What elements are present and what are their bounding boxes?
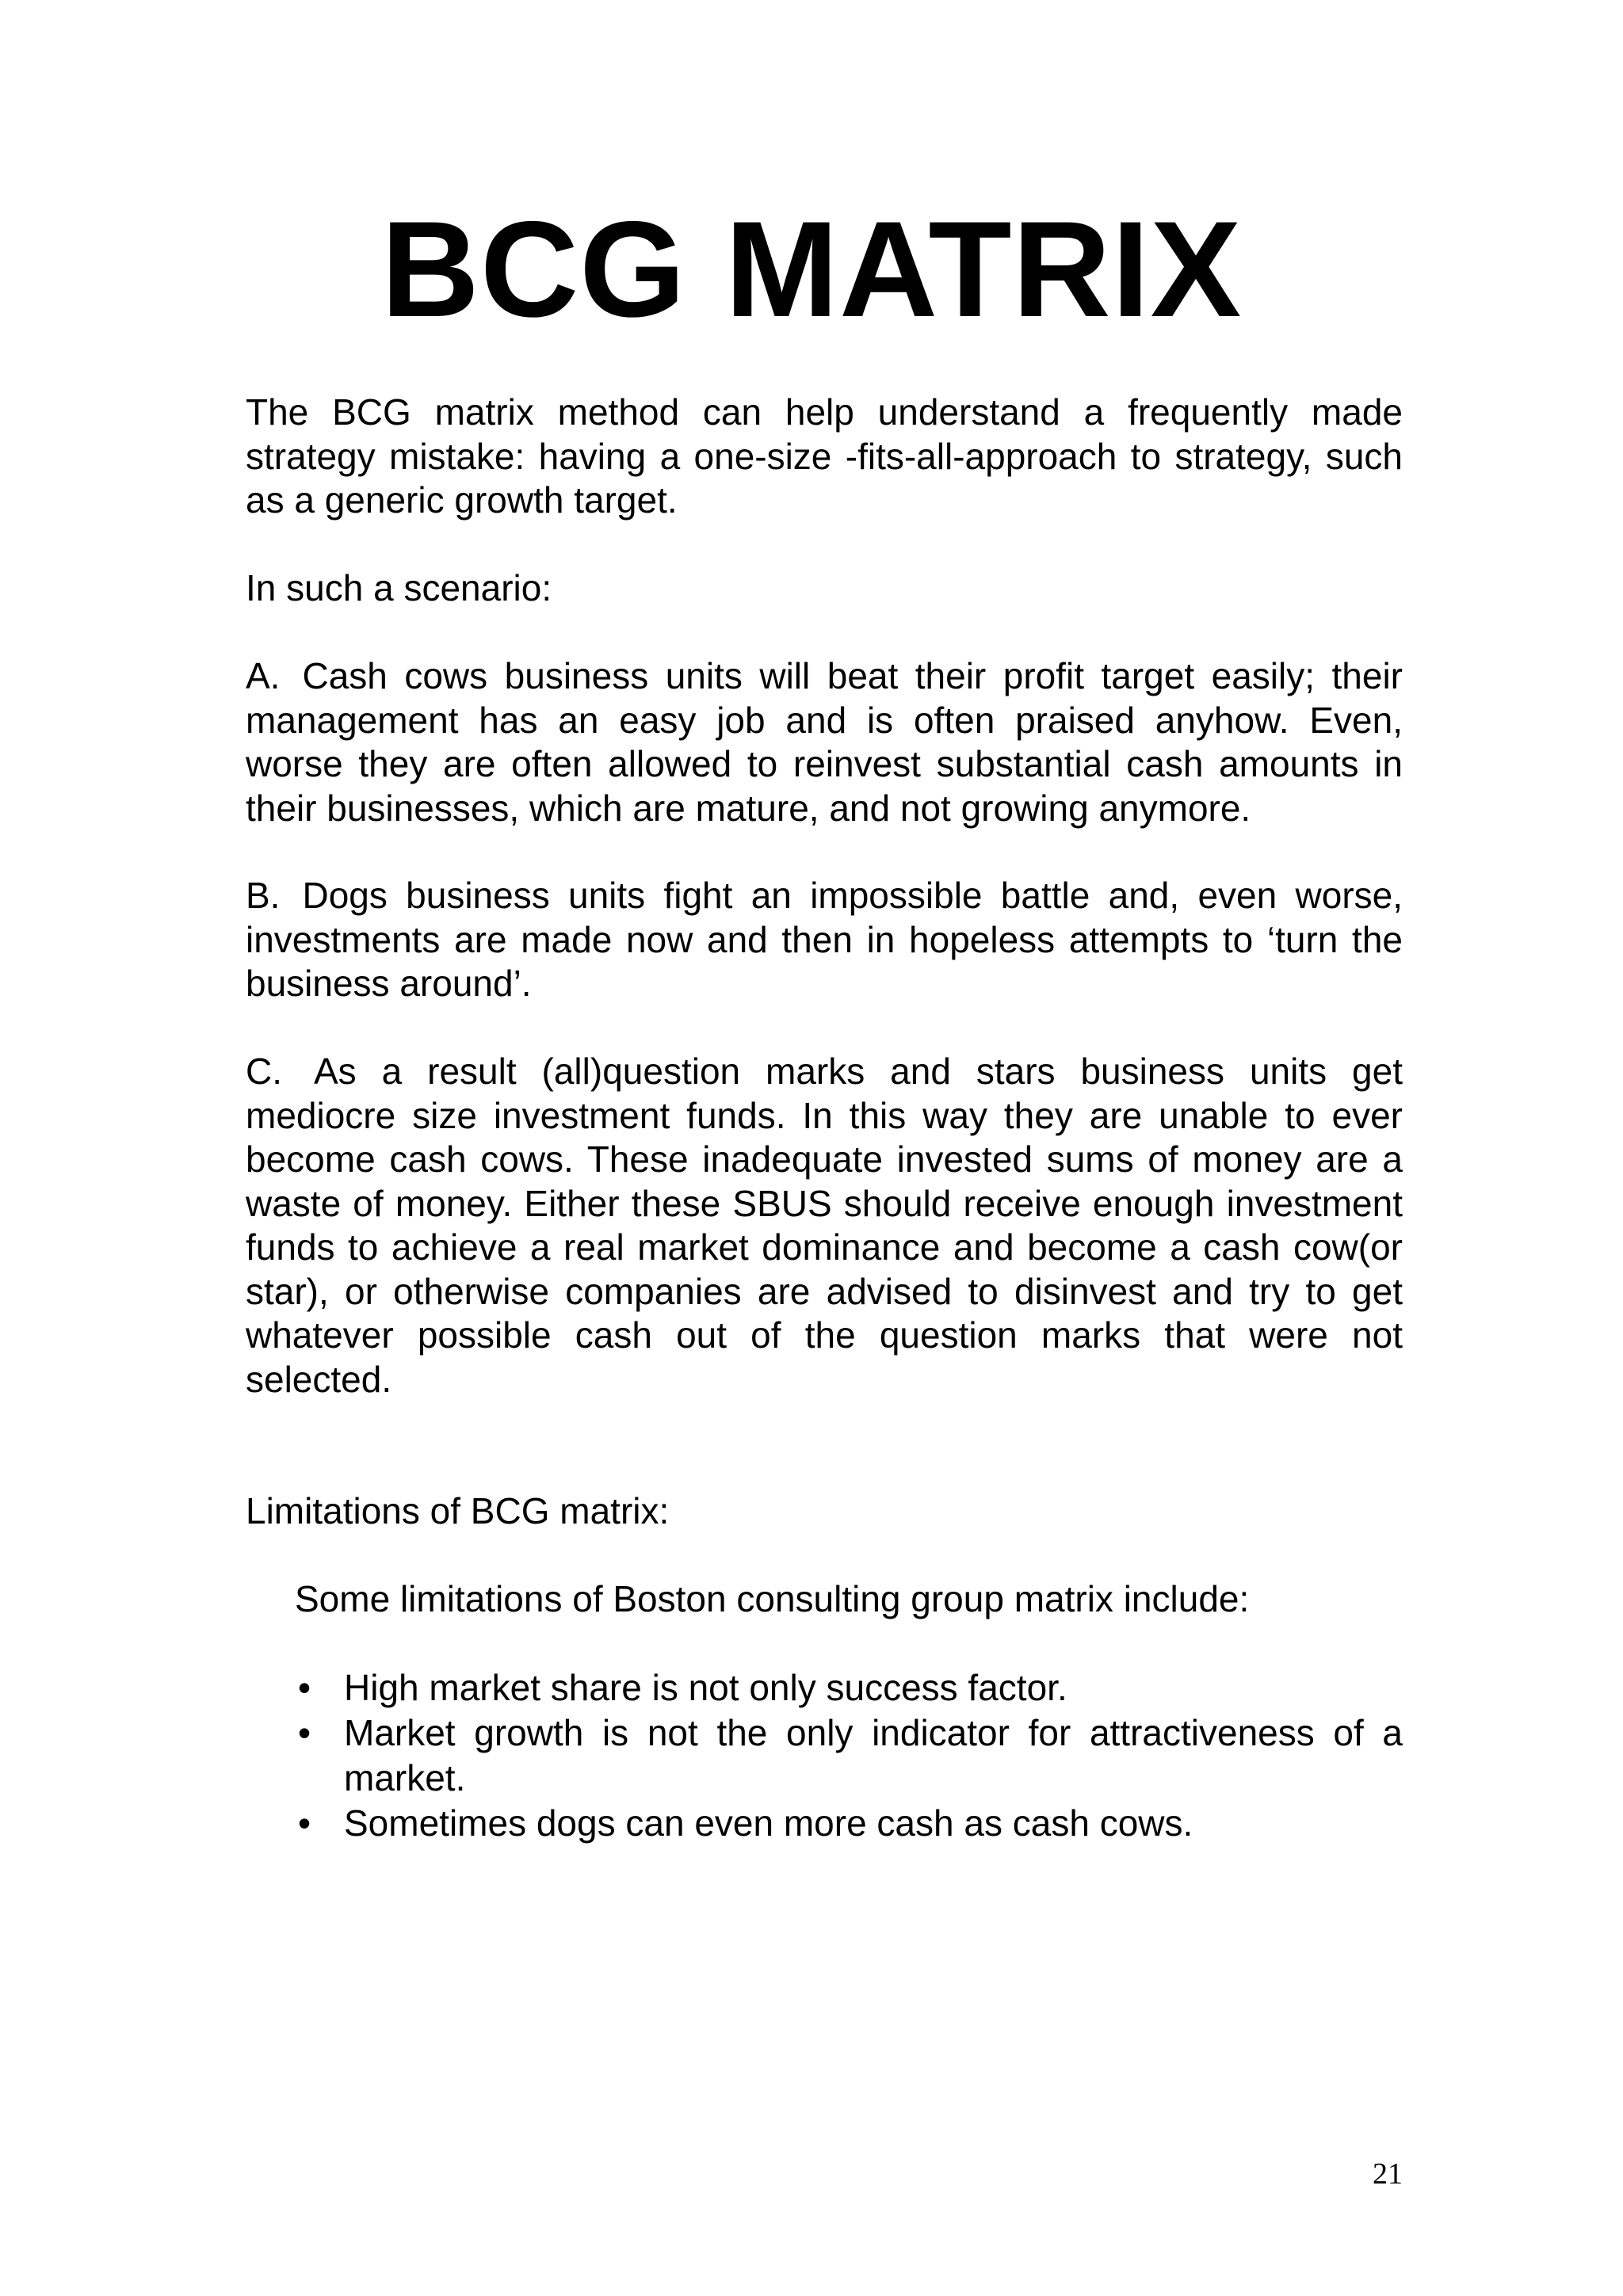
- point-b-paragraph: [246, 874, 1403, 1006]
- point-a-text: Cash cows business units will beat their profit target easily; their management has an easy job and is often praised anyhow. Even, worse they are often allowed to reinvest substantial cash amounts in their businesses, which are mature, and not growing anymore.: [246, 655, 1403, 829]
- list-item-text: Sometimes dogs can even more cash as cash cows.: [344, 1802, 1193, 1844]
- bullet-icon: •: [298, 1667, 311, 1708]
- point-a-paragraph: [246, 654, 1403, 830]
- bullet-icon: •: [298, 1712, 311, 1753]
- list-item-text: Market growth is not the only indicator for attractiveness of a market.: [344, 1712, 1403, 1798]
- intro-paragraph: The BCG matrix method can help understand a frequently made strategy mistake: having a one-size -fits-all-approach to strategy, such as a generic growth target.: [246, 391, 1403, 521]
- list-item-text: High market share is not only success factor.: [344, 1667, 1067, 1708]
- scenario-heading: In such a scenario:: [246, 567, 552, 608]
- page-number: 21: [1373, 2157, 1403, 2191]
- page-title: BCG MATRIX: [380, 193, 1243, 345]
- list-item: [295, 1665, 1403, 1711]
- list-item: [295, 1801, 1403, 1846]
- point-c-text: As a result (all)question marks and stars business units get mediocre size investment funds. In this way they are unable to ever become cash cows. These inadequate invested sums of money are a waste of money. Either these SBUS should receive enough investment funds to achieve a real market dominance and become a cash cow(or star), or otherwise companies are advised to disinvest and try to get whatever possible cash out of the question marks that were not selected.: [246, 1051, 1403, 1400]
- point-a-marker: A.: [246, 655, 281, 696]
- limitations-heading: Limitations of BCG matrix:: [246, 1490, 670, 1531]
- point-b-marker: B.: [246, 875, 281, 916]
- limitations-intro: Some limitations of Boston consulting group matrix include:: [295, 1578, 1250, 1619]
- point-c-marker: C.: [246, 1051, 282, 1092]
- point-c-paragraph: [246, 1050, 1403, 1402]
- list-item: [295, 1711, 1403, 1801]
- point-b-text: Dogs business units fight an impossible battle and, even worse, investments are made now and then in hopeless attempts to ‘turn the business around’.: [246, 875, 1403, 1004]
- bullet-icon: •: [298, 1802, 311, 1844]
- limitations-list: [295, 1665, 1403, 1846]
